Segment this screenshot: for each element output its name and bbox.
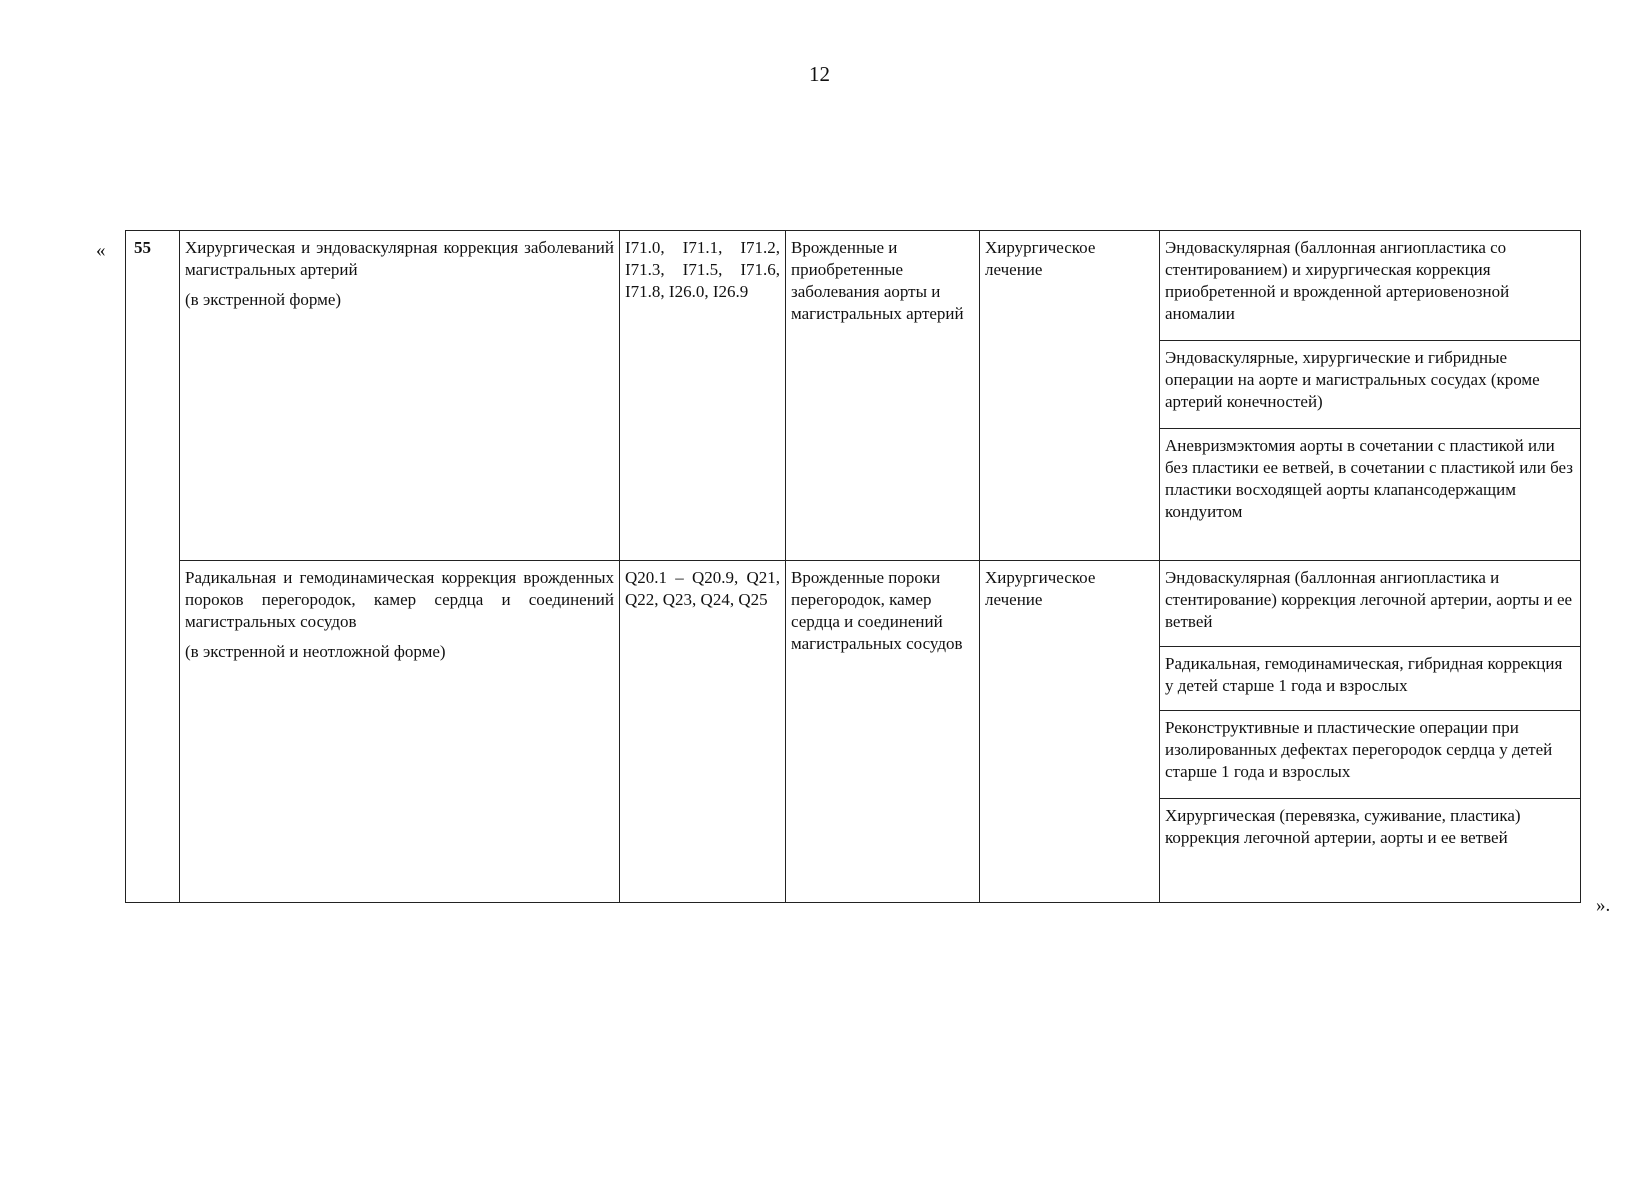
table-row (126, 231, 1581, 341)
page-number: 12 (809, 62, 830, 86)
group-2-method-3: Реконструктивные и пластические операции при изолированных дефектах перегородок сердца у детей старше 1 года и взрослых (1160, 711, 1581, 799)
group-2-treatment: Хирургическое лечение (980, 561, 1160, 903)
row-number: 55 (126, 231, 180, 903)
group-1-method-1: Эндоваскулярная (баллонная ангиопластика со стентированием) и хирургическая коррекция приобретенной и врожденной артериовенозной аномалии (1160, 231, 1581, 341)
group-1-treatment: Хирургическое лечение (980, 231, 1160, 561)
group-1-title-cell (180, 231, 620, 561)
treatment-table (125, 230, 1581, 903)
group-2-title-cell (180, 561, 620, 903)
group-2-codes: Q20.1 – Q20.9, Q21, Q22, Q23, Q24, Q25 (620, 561, 786, 903)
group-2-note: (в экстренной и неотложной форме) (185, 642, 446, 661)
group-2-title: Радикальная и гемодинамическая коррекция врожденных пороков перегородок, камер сердца и соединений магистральных сосудов (185, 568, 614, 631)
group-1-note: (в экстренной форме) (185, 290, 342, 309)
group-1-codes: I71.0, I71.1, I71.2, I71.3, I71.5, I71.6, I71.8, I26.0, I26.9 (620, 231, 786, 561)
group-2-method-1: Эндоваскулярная (баллонная ангиопластика и стентирование) коррекция легочной артерии, аорты и ее ветвей (1160, 561, 1581, 647)
group-2-method-2: Радикальная, гемодинамическая, гибридная коррекция у детей старше 1 года и взрослых (1160, 647, 1581, 711)
group-1-model: Врожденные и приобретенные заболевания аорты и магистральных артерий (786, 231, 980, 561)
group-2-method-4: Хирургическая (перевязка, суживание, пластика) коррекция легочной артерии, аорты и ее ветвей (1160, 799, 1581, 903)
group-1-method-3: Аневризмэктомия аорты в сочетании с пластикой или без пластики ее ветвей, в сочетании с пластикой или без пластики восходящей аорты клапансодержащим кондуитом (1160, 429, 1581, 561)
opening-quote: « (96, 240, 106, 261)
closing-quote: ». (1596, 895, 1611, 916)
group-1-title: Хирургическая и эндоваскулярная коррекция заболеваний магистральных артерий (185, 238, 614, 279)
table-row (126, 561, 1581, 647)
group-1-method-2: Эндоваскулярные, хирургические и гибридные операции на аорте и магистральных сосудах (кроме артерий конечностей) (1160, 341, 1581, 429)
group-2-model: Врожденные пороки перегородок, камер сердца и соединений магистральных сосудов (786, 561, 980, 903)
